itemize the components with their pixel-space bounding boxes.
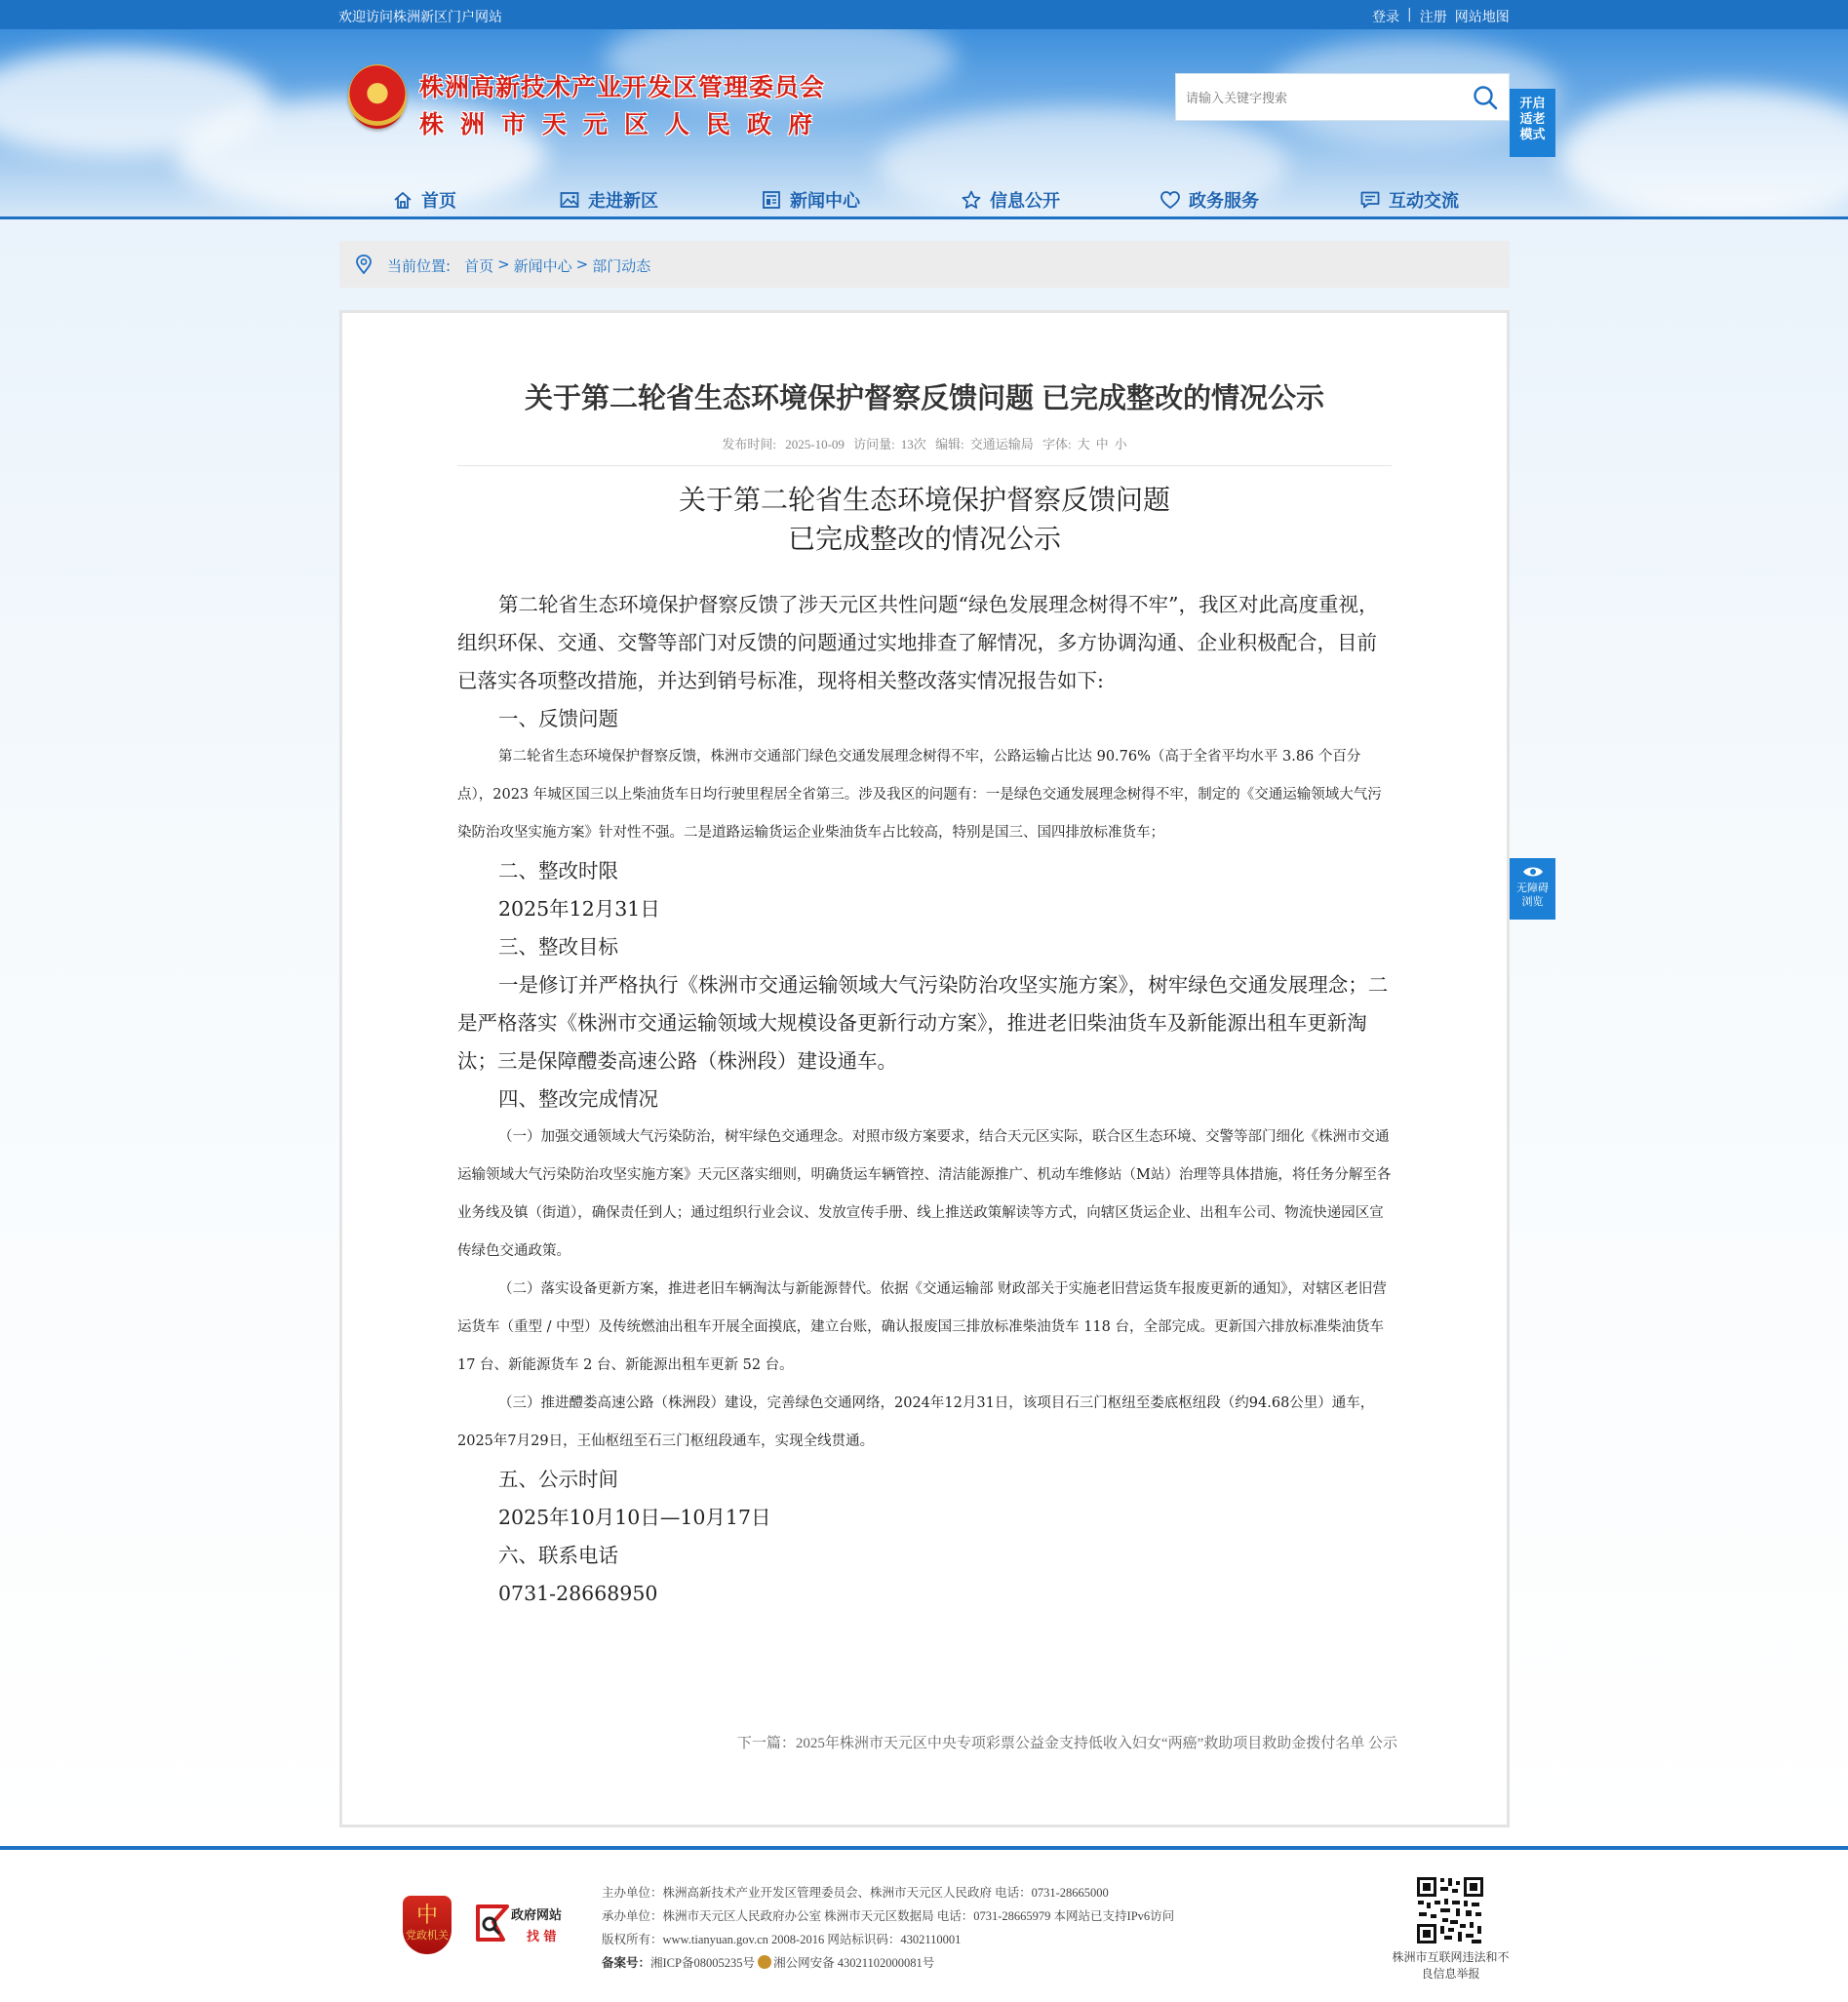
chat-icon <box>1359 189 1381 211</box>
picture-icon <box>559 189 580 211</box>
next-article-link[interactable]: 下一篇：2025年株洲市天元区中央专项彩票公益金支持低收入妇女“两癌”救助项目救助金拨付名单 公示 <box>736 1736 1397 1751</box>
site-header <box>0 29 1848 219</box>
font-size-small[interactable]: 小 <box>1114 437 1127 451</box>
nav-interaction[interactable] <box>1359 187 1459 213</box>
registration-info <box>602 1951 1174 1975</box>
breadcrumb-separator: > <box>497 255 510 273</box>
footer-info <box>602 1881 1174 1975</box>
nav-info-disclosure[interactable] <box>961 187 1060 213</box>
location-pin-icon <box>355 255 373 274</box>
badge-line2: 找 错 <box>527 1930 557 1944</box>
nav-label: 走进新区 <box>588 191 658 212</box>
home-icon <box>392 189 413 211</box>
breadcrumb <box>339 241 1510 288</box>
view-count: 13次 <box>900 437 926 451</box>
paragraph: （三）推进醴娄高速公路（株洲段）建设，完善绿色交通网络，2024年12月31日，该项目石三门枢纽至娄底枢纽段（约94.68公里）通车，2025年7月29日，王仙枢纽至石三门枢纽段通车，实现全线贯通。 <box>457 1395 1375 1449</box>
breadcrumb-label: 当前位置: <box>387 257 452 275</box>
elder-mode-button[interactable]: 开启适老模式 <box>1510 89 1555 157</box>
publish-label: 发布时间: <box>722 437 776 451</box>
qr-caption: 株洲市互联网违法和不良信息举报 <box>1392 1950 1510 1981</box>
section-heading: 六、联系电话 <box>498 1544 618 1567</box>
paragraph: 一是修订并严格执行《株洲市交通运输领域大气污染防治攻坚实施方案》，树牢绿色交通发展理念；二是严格落实《株洲市交通运输领域大规模设备更新行动方案》，推进老旧柴油货车及新能源出租车更新淘汰；三是保障醴娄高速公路（株洲段）建设通车。 <box>457 973 1389 1073</box>
police-record-link[interactable]: 湘公网安备 43021102000081号 <box>773 1956 935 1970</box>
article-meta <box>342 434 1507 452</box>
breadcrumb-dept-news[interactable]: 部门动态 <box>592 257 651 275</box>
police-badge-icon <box>758 1955 771 1969</box>
news-icon <box>761 189 782 211</box>
views-label: 访问量: <box>853 437 895 451</box>
paragraph: 2025年10月10日—10月17日 <box>498 1506 771 1529</box>
icp-link[interactable]: 湘ICP备08005235号 <box>650 1956 755 1970</box>
paragraph: 第二轮省生态环境保护督察反馈，株洲市交通部门绿色交通发展理念树得不牢，公路运输占比达 90.76%（高于全省平均水平 3.86 个百分点），2023 年城区国三以上柴油货车日均行驶里程居全省第三。涉及我区的问题有：一是绿色交通发展理念树得不牢，制定的《交通运输领域大气污染防治攻坚实施方案》针对性不强。二是道路运输货运企业柴油货车占比较高，特别是国三、国四排放标准货车； <box>457 749 1382 841</box>
nav-label: 新闻中心 <box>790 191 860 212</box>
nav-label: 信息公开 <box>990 191 1060 212</box>
paragraph: 第二轮省生态环境保护督察反馈了涉天元区共性问题“绿色发展理念树得不牢”，我区对此高度重视，组织环保、交通、交警等部门对反馈的问题通过实地排查了解情况，多方协调沟通、企业积极配合，目前已落实各项整改措施，并达到销号标准，现将相关整改落实情况报告如下: <box>457 593 1379 692</box>
breadcrumb-news-center[interactable]: 新闻中心 <box>513 257 572 275</box>
font-size-medium[interactable]: 中 <box>1095 437 1109 451</box>
sitemap-link[interactable]: 网站地图 <box>1454 10 1510 25</box>
nav-label: 政务服务 <box>1189 191 1259 212</box>
nav-gov-services[interactable] <box>1160 187 1259 213</box>
gov-site-error-report[interactable] <box>474 1897 571 1953</box>
site-name-line2: 株洲市天元区人民政府 <box>419 110 830 138</box>
heart-icon <box>1160 189 1181 211</box>
editor-label: 编辑: <box>935 437 964 451</box>
article-container <box>339 310 1510 1827</box>
welcome-text: 欢迎访问株洲新区门户网站 <box>338 10 502 25</box>
font-size-label: 字体: <box>1042 437 1072 451</box>
badge-char: 中 <box>415 1904 438 1928</box>
section-heading: 一、反馈问题 <box>498 707 618 730</box>
nav-home[interactable] <box>392 187 456 213</box>
paragraph: 2025年12月31日 <box>498 897 660 921</box>
site-logo-text[interactable] <box>419 68 829 140</box>
top-bar <box>0 0 1848 29</box>
main-nav <box>0 176 1848 218</box>
top-links <box>1372 7 1510 26</box>
nav-news-center[interactable] <box>761 187 860 213</box>
font-size-large[interactable]: 大 <box>1077 437 1090 451</box>
organizer-info: 承办单位：株洲市天元区人民政府办公室 株洲市天元区数据局 电话：0731-28665979 本网站已支持IPv6访问 <box>602 1909 1175 1923</box>
badge-text: 党政机关 <box>406 1929 449 1942</box>
link-separator: | <box>1407 7 1412 22</box>
section-heading: 五、公示时间 <box>498 1468 618 1491</box>
nav-label: 首页 <box>421 191 456 212</box>
section-heading: 三、整改目标 <box>498 935 618 959</box>
doc-title-line1: 关于第二轮省生态环境保护督察反馈问题 <box>678 484 1170 516</box>
section-heading: 四、整改完成情况 <box>498 1087 658 1111</box>
site-footer <box>0 1850 1848 2002</box>
star-icon <box>961 189 982 211</box>
article-title: 关于第二轮省生态环境保护督察反馈问题 已完成整改的情况公示 <box>524 383 1325 414</box>
national-emblem-icon <box>348 64 407 129</box>
paragraph: （二）落实设备更新方案，推进老旧车辆淘汰与新能源替代。依据《交通运输部 财政部关于实施老旧营运货车报废更新的通知》，对辖区老旧营运货车（重型 / 中型）及传统燃油出租车开展全面摸底，建立台账，确认报废国三排放标准柴油货车 118 台，全部完成。更新国六排放标准柴油货车 17 台、新能源货车 2 台、新能源出租车更新 52 台。 <box>457 1281 1387 1373</box>
section-heading: 二、整改时限 <box>498 859 618 883</box>
error-report-icon <box>474 1903 511 1943</box>
qr-code-icon <box>1415 1875 1485 1945</box>
breadcrumb-home[interactable]: 首页 <box>464 257 494 275</box>
icp-label: 备案号： <box>602 1956 651 1970</box>
search-box <box>1175 73 1510 121</box>
paragraph: （一）加强交通领域大气污染防治，树牢绿色交通理念。对照市级方案要求，结合天元区实际，联合区生态环境、交警等部门细化《株洲市交通运输领域大气污染防治攻坚实施方案》天元区落实细则，明确货运车辆管控、清洁能源推广、机动车维修站（M站）治理等具体措施，将任务分解至各业务线及镇（街道），确保责任到人；通过组织行业会议、发放宣传手册、线上推送政策解读等方式，向辖区货运企业、出租车公司、物流快递园区宣传绿色交通政策。 <box>457 1129 1392 1259</box>
party-gov-badge[interactable] <box>403 1896 452 1954</box>
search-input[interactable] <box>1186 87 1459 108</box>
meta-divider <box>457 465 1392 466</box>
publish-date: 2025-10-09 <box>785 437 845 451</box>
eye-icon <box>1522 866 1544 878</box>
accessibility-button[interactable] <box>1510 858 1555 920</box>
search-icon[interactable] <box>1472 84 1499 111</box>
copyright-info: 版权所有：www.tianyuan.gov.cn 2008-2016 网站标识码：4302110001 <box>602 1933 962 1946</box>
paragraph: 0731-28668950 <box>498 1582 658 1605</box>
login-link[interactable]: 登录 <box>1372 10 1399 25</box>
accessibility-label: 无障碍浏览 <box>1516 882 1549 908</box>
article-body <box>457 481 1392 1613</box>
nav-label: 互动交流 <box>1389 191 1459 212</box>
nav-about-district[interactable] <box>559 187 658 213</box>
editor-name: 交通运输局 <box>969 437 1034 451</box>
doc-title-line2: 已完成整改的情况公示 <box>787 523 1061 555</box>
host-info: 主办单位：株洲高新技术产业开发区管理委员会、株洲市天元区人民政府 电话：0731-28665000 <box>602 1886 1109 1900</box>
register-link[interactable]: 注册 <box>1419 10 1447 25</box>
breadcrumb-separator: > <box>575 255 589 273</box>
badge-line1: 政府网站 <box>511 1908 563 1923</box>
site-name-line1: 株洲高新技术产业开发区管理委员会 <box>419 73 826 101</box>
